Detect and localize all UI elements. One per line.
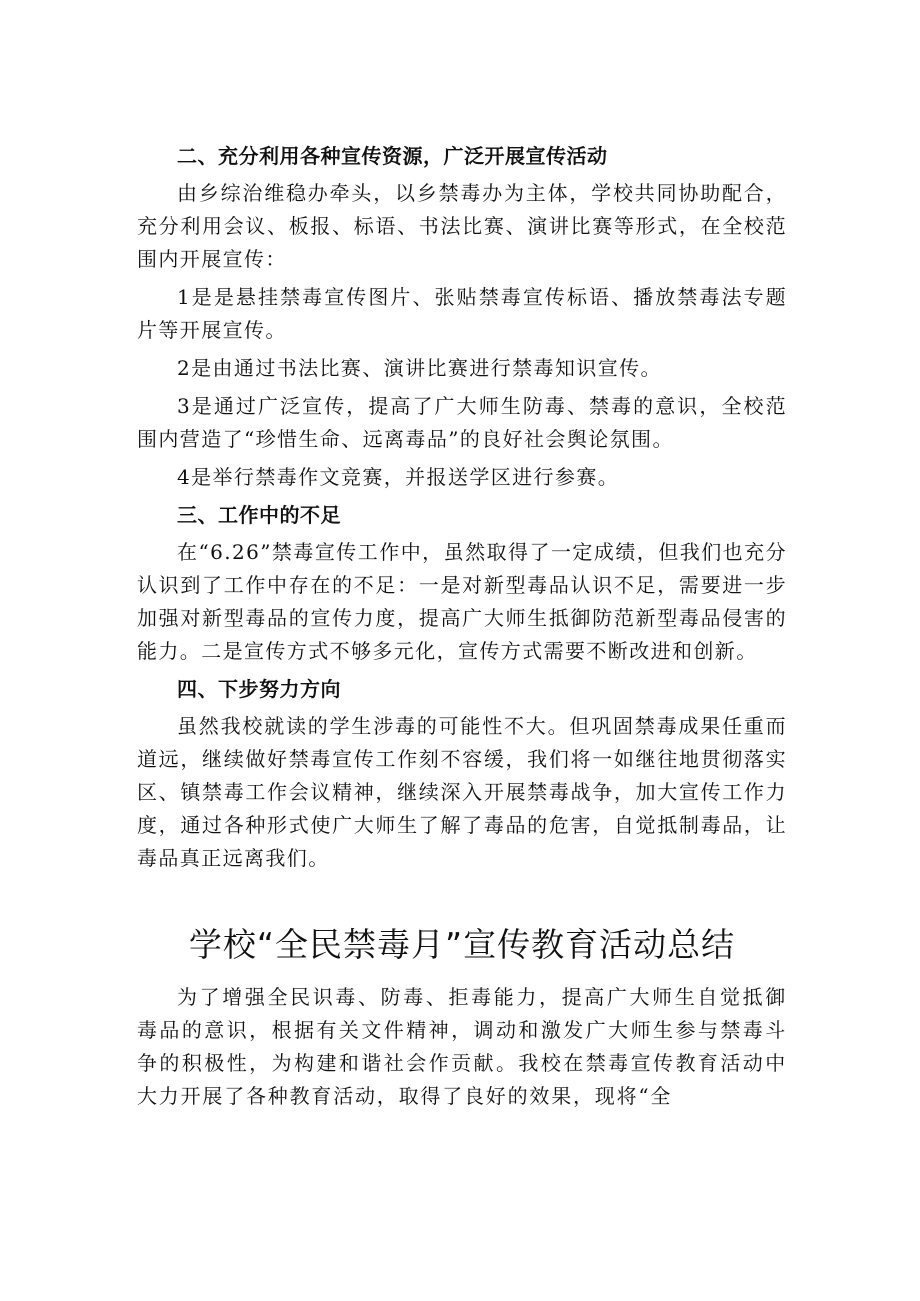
section-3-heading: 三、工作中的不足 — [177, 503, 341, 527]
next-document — [137, 923, 787, 1113]
section-2-item-2: 2是由通过书法比赛、演讲比赛进行禁毒知识宣传。 — [177, 356, 662, 380]
section-2-heading: 二、充分利用各种宣传资源，广泛开展宣传活动 — [177, 144, 608, 168]
section-4-heading: 四、下步努力方向 — [177, 677, 341, 701]
section-3-body: 在“6.26”禁毒宣传工作中，虽然取得了一定成绩，但我们也充分认识到了工作中存在的不足：一是对新型毒品认识不足，需要进一步加强对新型毒品的宣传力度，提高广大师生抵御防范新型毒品侵害的能力。二是宣传方式不够多元化，宣传方式需要不断改进和创新。 — [137, 540, 787, 663]
document-intro: 为了增强全民识毒、防毒、拒毒能力，提高广大师生自觉抵御毒品的意识，根据有关文件精神，调动和激发广大师生参与禁毒斗争的积极性，为构建和谐社会作贡献。我校在禁毒宣传教育活动中大力开展了各种教育活动，取得了良好的效果，现将“全 — [137, 985, 787, 1108]
section-2-item-3: 3是通过广泛宣传，提高了广大师生防毒、禁毒的意识，全校范围内营造了“珍惜生命、远离毒品”的良好社会舆论氛围。 — [137, 394, 787, 451]
section-2-item-1: 1是是悬挂禁毒宣传图片、张贴禁毒宣传标语、播放禁毒法专题片等开展宣传。 — [137, 285, 787, 342]
section-2-intro: 由乡综治维稳办牵头，以乡禁毒办为主体，学校共同协助配合，充分利用会议、板报、标语、书法比赛、演讲比赛等形式，在全校范围内开展宣传： — [137, 181, 787, 271]
section-4-body: 虽然我校就读的学生涉毒的可能性不大。但巩固禁毒成果任重而道远，继续做好禁毒宣传工作刻不容缓，我们将一如继往地贯彻落实区、镇禁毒工作会议精神，继续深入开展禁毒战争，加大宣传工作力度，通过各种形式使广大师生了解了毒品的危害，自觉抵制毒品，让毒品真正远离我们。 — [137, 714, 787, 870]
document-page — [137, 140, 787, 1118]
section-2-item-4: 4是举行禁毒作文竞赛，并报送学区进行参赛。 — [177, 465, 620, 489]
document-title: 学校“全民禁毒月”宣传教育活动总结 — [188, 925, 736, 964]
